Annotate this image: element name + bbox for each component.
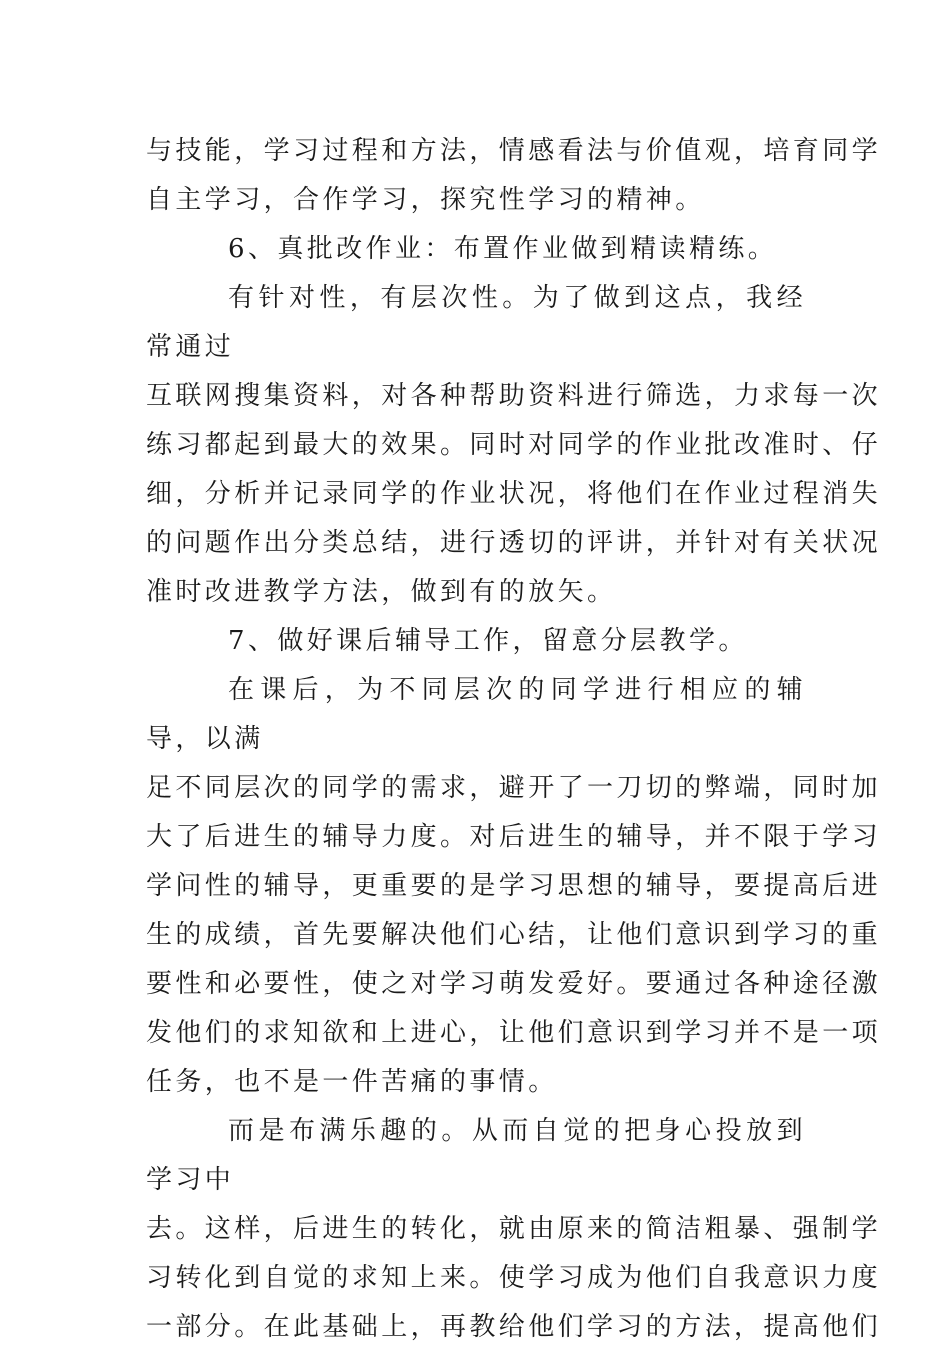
text-line: 互联网搜集资料，对各种帮助资料进行筛选，力求每一次: [146, 381, 882, 411]
text-line: 任务，也不是一件苦痛的事情。: [146, 1067, 558, 1097]
text-line: 要性和必要性，使之对学习萌发爱好。要通过各种途径激: [146, 969, 882, 999]
text-line: 细，分析并记录同学的作业状况，将他们在作业过程消失: [146, 479, 882, 509]
document-body: [146, 127, 882, 1352]
text-line: 习转化到自觉的求知上来。使学习成为他们自我意识力度: [146, 1263, 882, 1293]
text-line: 在课后，为不同层次的同学进行相应的辅导，以满: [146, 675, 806, 754]
text-line: 足不同层次的同学的需求，避开了一刀切的弊端，同时加: [146, 773, 882, 803]
text-line: 大了后进生的辅导力度。对后进生的辅导，并不限于学习: [146, 822, 882, 852]
text-line: 准时改进教学方法，做到有的放矢。: [146, 577, 617, 607]
paragraph-3: [146, 274, 882, 617]
text-line: 的问题作出分类总结，进行透切的评讲，并针对有关状况: [146, 528, 882, 558]
text-line: 与技能，学习过程和方法，情感看法与价值观，培育同学: [146, 136, 882, 166]
text-line: 而是布满乐趣的。从而自觉的把身心投放到学习中: [146, 1116, 806, 1195]
paragraph-1: [146, 127, 882, 225]
text-line: 学问性的辅导，更重要的是学习思想的辅导，要提高后进: [146, 871, 882, 901]
paragraph-5: [146, 666, 882, 1107]
text-line: 发他们的求知欲和上进心，让他们意识到学习并不是一项: [146, 1018, 882, 1048]
paragraph-4-heading: [146, 617, 806, 666]
text-line: 去。这样，后进生的转化，就由原来的简洁粗暴、强制学: [146, 1214, 882, 1244]
text-line: 7、做好课后辅导工作，留意分层教学。: [228, 626, 748, 656]
text-line: 6、真批改作业：布置作业做到精读精练。: [228, 234, 778, 264]
text-line: 一部分。在此基础上，再教给他们学习的方法，提高他们: [146, 1312, 882, 1342]
text-line: 自主学习，合作学习，探究性学习的精神。: [146, 185, 705, 215]
text-line: 生的成绩，首先要解决他们心结，让他们意识到学习的重: [146, 920, 882, 950]
text-line: 练习都起到最大的效果。同时对同学的作业批改准时、仔: [146, 430, 882, 460]
text-line: 有针对性，有层次性。为了做到这点，我经常通过: [146, 283, 806, 362]
paragraph-6: [146, 1107, 882, 1352]
paragraph-2-heading: [146, 225, 806, 274]
